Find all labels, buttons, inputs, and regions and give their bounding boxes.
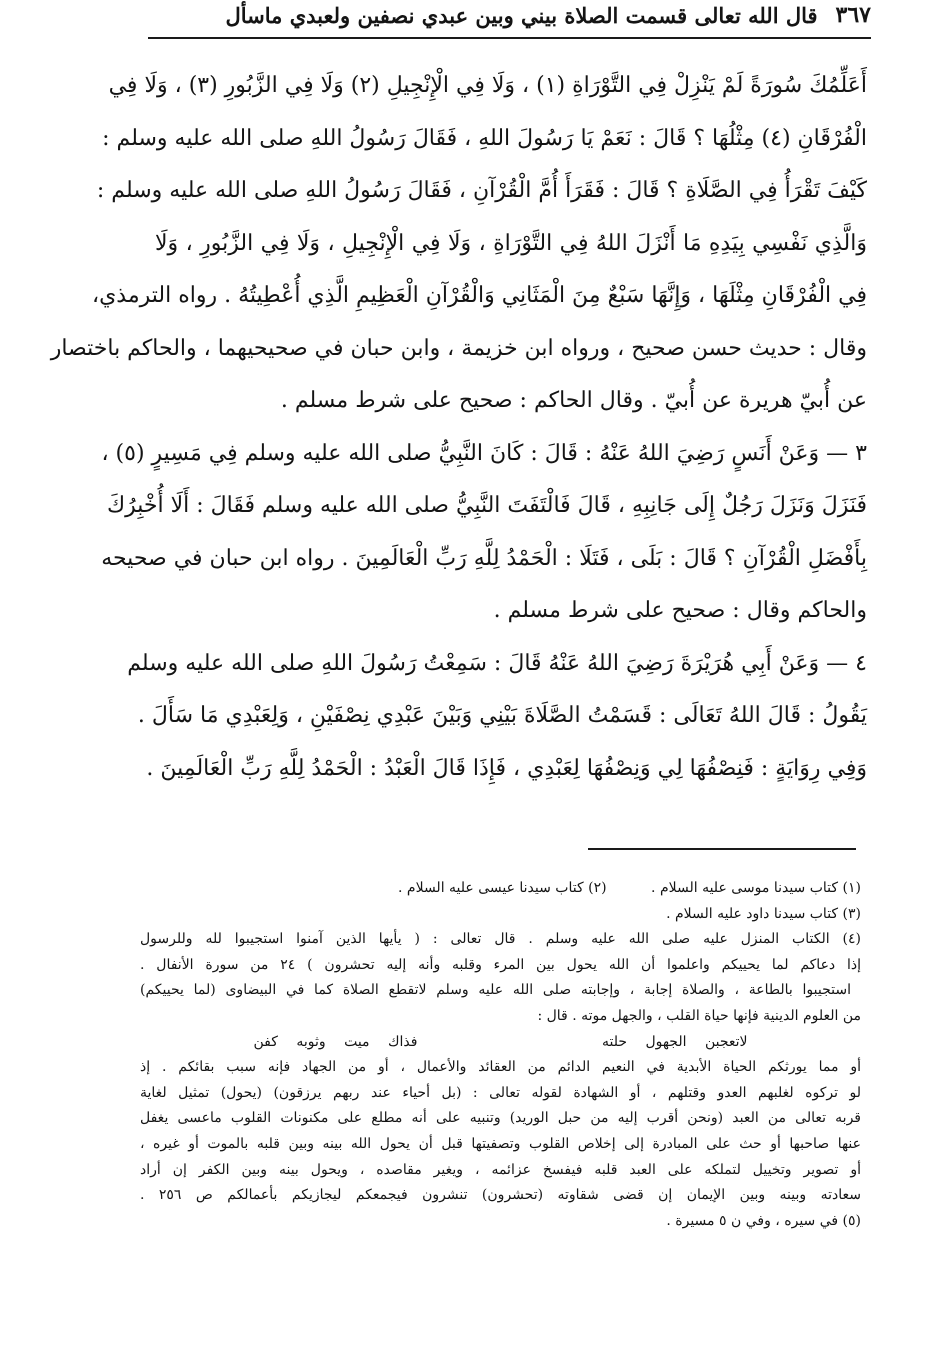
main-text-line: والحاكم وقال : صحيح على شرط مسلم . <box>493 598 867 623</box>
footnote-line: (٣) كتاب سيدنا داود عليه السلام . <box>666 905 861 922</box>
main-text-line: بِأَفْضَلِ الْقُرْآنِ ؟ قَالَ : بَلَى ، فَتَلَا : الْحَمْدُ لِلَّهِ رَبِّ الْعَالَمِينَ . رواه ابن حبان في صحيحه <box>101 545 867 571</box>
hadith-4-line: ٤ — وَعَنْ أَبِي هُرَيْرَةَ رَضِيَ اللهُ عَنْهُ قَالَ : سَمِعْتُ رَسُولَ اللهِ صلى الله عليه وسلم <box>127 650 867 676</box>
footnote-verse: لاتعجبن الجهول حلته فذاك ميت وثوبه كفن <box>253 1033 748 1050</box>
footnote-line: لو تركوه لغلبهم العدو وقتلهم ، أو الشهادة لقوله تعالى : (بل أحياء عند ربهم يرزقون) (يحول) تمثيل لغاية <box>140 1084 861 1101</box>
main-text-line: وَالَّذِي نَفْسِي بِيَدِهِ مَا أَنْزَلَ اللهُ فِي التَّوْرَاةِ ، وَلَا فِي الْإِنْجِيلِ ، وَلَا فِي الزَّبُورِ ، وَلَا <box>155 230 868 256</box>
main-text-line: أَعَلِّمُكَ سُورَةً لَمْ يَنْزِلْ فِي التَّوْرَاةِ (١) ، وَلَا فِي الْإِنْجِيلِ (٢) وَلَا فِي الزَّبُورِ (٣) ، وَلَا فِي <box>108 73 867 98</box>
main-text-line: يَقُولُ : قَالَ اللهُ تَعَالَى : قَسَمْتُ الصَّلَاةَ بَيْنِي وَبَيْنَ عَبْدِي نِصْفَيْنِ ، وَلِعَبْدِي مَا سَأَلَ . <box>137 703 867 728</box>
footnote-line: (١) كتاب سيدنا موسى عليه السلام . (٢) كتاب سيدنا عيسى عليه السلام . <box>398 880 861 896</box>
footnote-line: استجيبوا بالطاعة ، والصلاة إجابة ، وإجابته صلى الله عليه وسلم لاتقطع الصلاة كما في البيضاوى (لما يحييكم) <box>140 982 851 999</box>
main-text-line: كَيْفَ تَقْرَأُ فِي الصَّلَاةِ ؟ قَالَ : فَقَرَأَ أُمَّ الْقُرْآنِ ، فَقَالَ رَسُولُ اللهِ صلى الله عليه وسلم : <box>96 178 867 203</box>
footnote-line: من العلوم الدينية فإنها حياة القلب ، والجهل موته . قال : <box>537 1007 861 1024</box>
hadith-3-line: ٣ — وَعَنْ أَنَسٍ رَضِيَ اللهُ عَنْهُ : قَالَ : كَانَ النَّبِيُّ صلى الله عليه وسلم فِي مَسِيرٍ (٥) ، <box>101 440 867 466</box>
footnote-separator <box>588 848 856 850</box>
main-text-line: فَنَزَلَ وَنَزَلَ رَجُلٌ إِلَى جَانِبِهِ ، قَالَ فَالْتَفَتَ النَّبِيُّ صلى الله عليه وسلم فَقَالَ : أَلَا أُخْبِرُكَ <box>106 493 867 518</box>
footnote-line: سعادته وبينه وبين الإيمان إن قضى شقاوته (تحشرون) تنشرون فيجمعكم ليجازيكم بأعمالكم ص ٢٥٦ . <box>140 1187 861 1204</box>
page-header <box>150 0 871 30</box>
running-title: قال الله تعالى قسمت الصلاة بيني وبين عبدي نصفين ولعبدي ماسأل <box>225 2 818 28</box>
footnote-line: أو تصوير وتخييل لتملكه على العبد قلبه فيفسخ عزائمه ، ويغير مقاصده ، ويحول بينه وبين الكفر إن أراد <box>140 1161 861 1178</box>
main-text-line: فِي الْفُرْقَانِ مِثْلَهَا ، وَإِنَّهَا سَبْعٌ مِنَ الْمَثَانِي وَالْقُرْآنِ الْعَظِيمِ الَّذِي أُعْطِيتُهُ . رواه الترمذي، <box>91 283 867 308</box>
header-rule <box>148 37 871 39</box>
main-text-line: وقال : حديث حسن صحيح ، ورواه ابن خزيمة ، وابن حبان في صحيحيهما ، والحاكم باختصار <box>50 335 867 361</box>
footnote-line: قربه تعالى من العبد (ونحن أقرب إليه من حبل الوريد) وتنبيه على أنه مطلع على مكنونات القلوب ماعسى يغفل <box>140 1110 861 1127</box>
footnote-line: إذا دعاكم لما يحييكم واعلموا أن الله يحول بين المرء وقلبه وأنه إليه تحشرون ) ٢٤ من سورة الأنفال . <box>140 956 861 973</box>
main-text-line: الْفُرْقَانِ (٤) مِثْلُهَا ؟ قَالَ : نَعَمْ يَا رَسُولَ اللهِ ، فَقَالَ رَسُولُ اللهِ صلى الله عليه وسلم : <box>102 125 867 151</box>
main-text <box>50 60 868 795</box>
page-number: ٣٦٧ <box>835 2 871 28</box>
footnotes <box>140 876 861 1234</box>
footnote-line: (٤) الكتاب المنزل عليه صلى الله عليه وسلم . قال تعالى : ( يأيها الذين آمنوا استجيبوا لله وللرسول <box>140 931 861 948</box>
footnote-line: عنها صاحبها أو حث على المبادرة إلى إخلاص القلوب وتصفيتها قبل أن يحول الله بينه وبين قلبه بالموت أو غيره ، <box>140 1135 861 1152</box>
footnote-line: (٥) في سيره ، وفي ن ٥ مسيرة . <box>666 1212 861 1229</box>
main-text-line: عن أُبيّ هريرة عن أُبيّ . وقال الحاكم : صحيح على شرط مسلم . <box>280 388 867 413</box>
footnote-line: أو مما يورثكم الحياة الأبدية في النعيم الدائم من العقائد والأعمال ، أو من الجهاد فإنه سبب بقائكم . إذ <box>140 1059 861 1076</box>
main-text-line: وَفِي رِوَايَةٍ : فَنِصْفُهَا لِي وَنِصْفُهَا لِعَبْدِي ، فَإِذَا قَالَ الْعَبْدُ : الْحَمْدُ لِلَّهِ رَبِّ الْعَالَمِينَ . <box>146 755 867 781</box>
